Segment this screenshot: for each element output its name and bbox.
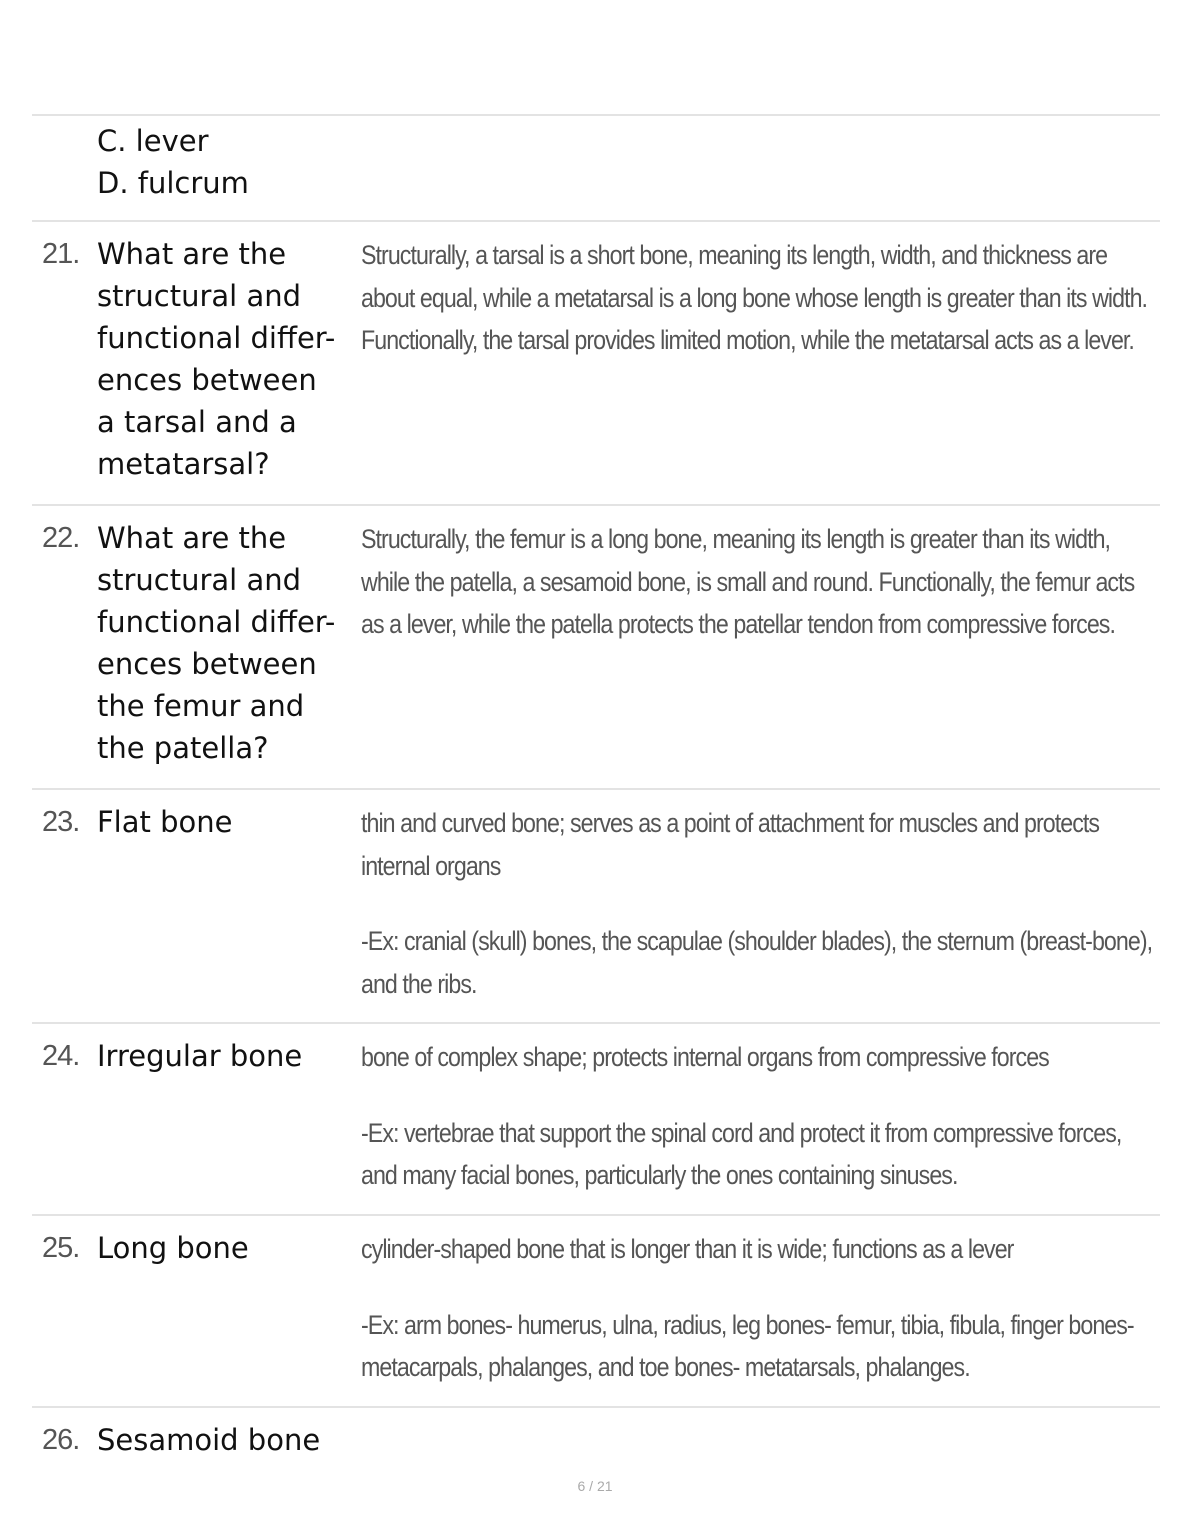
definition-example: -Ex: vertebrae that support the spinal cord and protect it from compressive forces, and many facial bones, particularly the ones containing sinuses. bbox=[361, 1117, 1122, 1190]
term-line: functional differ- bbox=[97, 321, 336, 355]
card-definition bbox=[361, 518, 1152, 646]
card-definition bbox=[361, 802, 1152, 1005]
term-line: D. fulcrum bbox=[97, 166, 249, 200]
term-line: Sesamoid bone bbox=[97, 1423, 321, 1457]
flashcard-row bbox=[32, 504, 1160, 788]
card-term bbox=[97, 233, 357, 485]
term-line: the patella? bbox=[97, 731, 269, 765]
card-term bbox=[97, 517, 357, 769]
definition-text: thin and curved bone; serves as a point of attachment for muscles and protects internal organs bbox=[361, 808, 1100, 881]
term-line: metatarsal? bbox=[97, 447, 270, 481]
flashcard-row bbox=[32, 788, 1160, 1022]
card-term bbox=[97, 120, 357, 204]
term-line: functional differ- bbox=[97, 605, 336, 639]
term-line: C. lever bbox=[97, 124, 209, 158]
term-line: ences between bbox=[97, 647, 317, 681]
card-term bbox=[97, 1227, 357, 1269]
flashcard-row bbox=[32, 1214, 1160, 1406]
term-line: structural and bbox=[97, 563, 302, 597]
term-line: the femur and bbox=[97, 689, 305, 723]
flashcard-list bbox=[32, 114, 1160, 1476]
card-number: 21. bbox=[42, 238, 80, 270]
flashcard-row bbox=[32, 114, 1160, 220]
definition-text: bone of complex shape; protects internal organs from compressive forces bbox=[361, 1042, 1049, 1072]
card-definition bbox=[361, 234, 1152, 362]
term-line: What are the bbox=[97, 521, 287, 555]
page-indicator: 6 / 21 bbox=[577, 1478, 613, 1494]
term-line: Irregular bone bbox=[97, 1039, 303, 1073]
flashcard-row bbox=[32, 220, 1160, 504]
card-term bbox=[97, 1035, 357, 1077]
flashcard-row bbox=[32, 1022, 1160, 1214]
definition-example: -Ex: arm bones- humerus, ulna, radius, leg bones- femur, tibia, fibula, finger bones- metacarpals, phalanges, and toe bones- metatarsals, phalanges. bbox=[361, 1309, 1134, 1382]
term-line: Flat bone bbox=[97, 805, 233, 839]
card-number: 25. bbox=[42, 1232, 80, 1264]
term-line: structural and bbox=[97, 279, 302, 313]
definition-example: -Ex: cranial (skull) bones, the scapulae (shoulder blades), the sternum (breast-bone), and the ribs. bbox=[361, 926, 1153, 999]
card-term bbox=[97, 801, 357, 843]
card-number: 26. bbox=[42, 1424, 80, 1456]
definition-text: Structurally, a tarsal is a short bone, meaning its length, width, and thickness are about equal, while a metatarsal is a long bone whose length is greater than its width. Functionally, the tarsal provides limited motion, while the metatarsal acts as a lever. bbox=[361, 240, 1148, 355]
definition-text: cylinder-shaped bone that is longer than it is wide; functions as a lever bbox=[361, 1234, 1014, 1264]
card-number: 22. bbox=[42, 522, 80, 554]
card-definition bbox=[361, 1228, 1152, 1389]
card-definition bbox=[361, 1036, 1152, 1197]
card-term bbox=[97, 1419, 357, 1461]
flashcard-row bbox=[32, 1406, 1160, 1476]
term-line: What are the bbox=[97, 237, 287, 271]
term-line: ences between bbox=[97, 363, 317, 397]
card-number: 24. bbox=[42, 1040, 80, 1072]
definition-text: Structurally, the femur is a long bone, meaning its length is greater than its width, while the patella, a sesamoid bone, is small and round. Functionally, the femur acts as a lever, while the patella protects the patellar tendon from compressive forces. bbox=[361, 524, 1135, 639]
term-line: Long bone bbox=[97, 1231, 249, 1265]
card-number: 23. bbox=[42, 806, 80, 838]
term-line: a tarsal and a bbox=[97, 405, 297, 439]
